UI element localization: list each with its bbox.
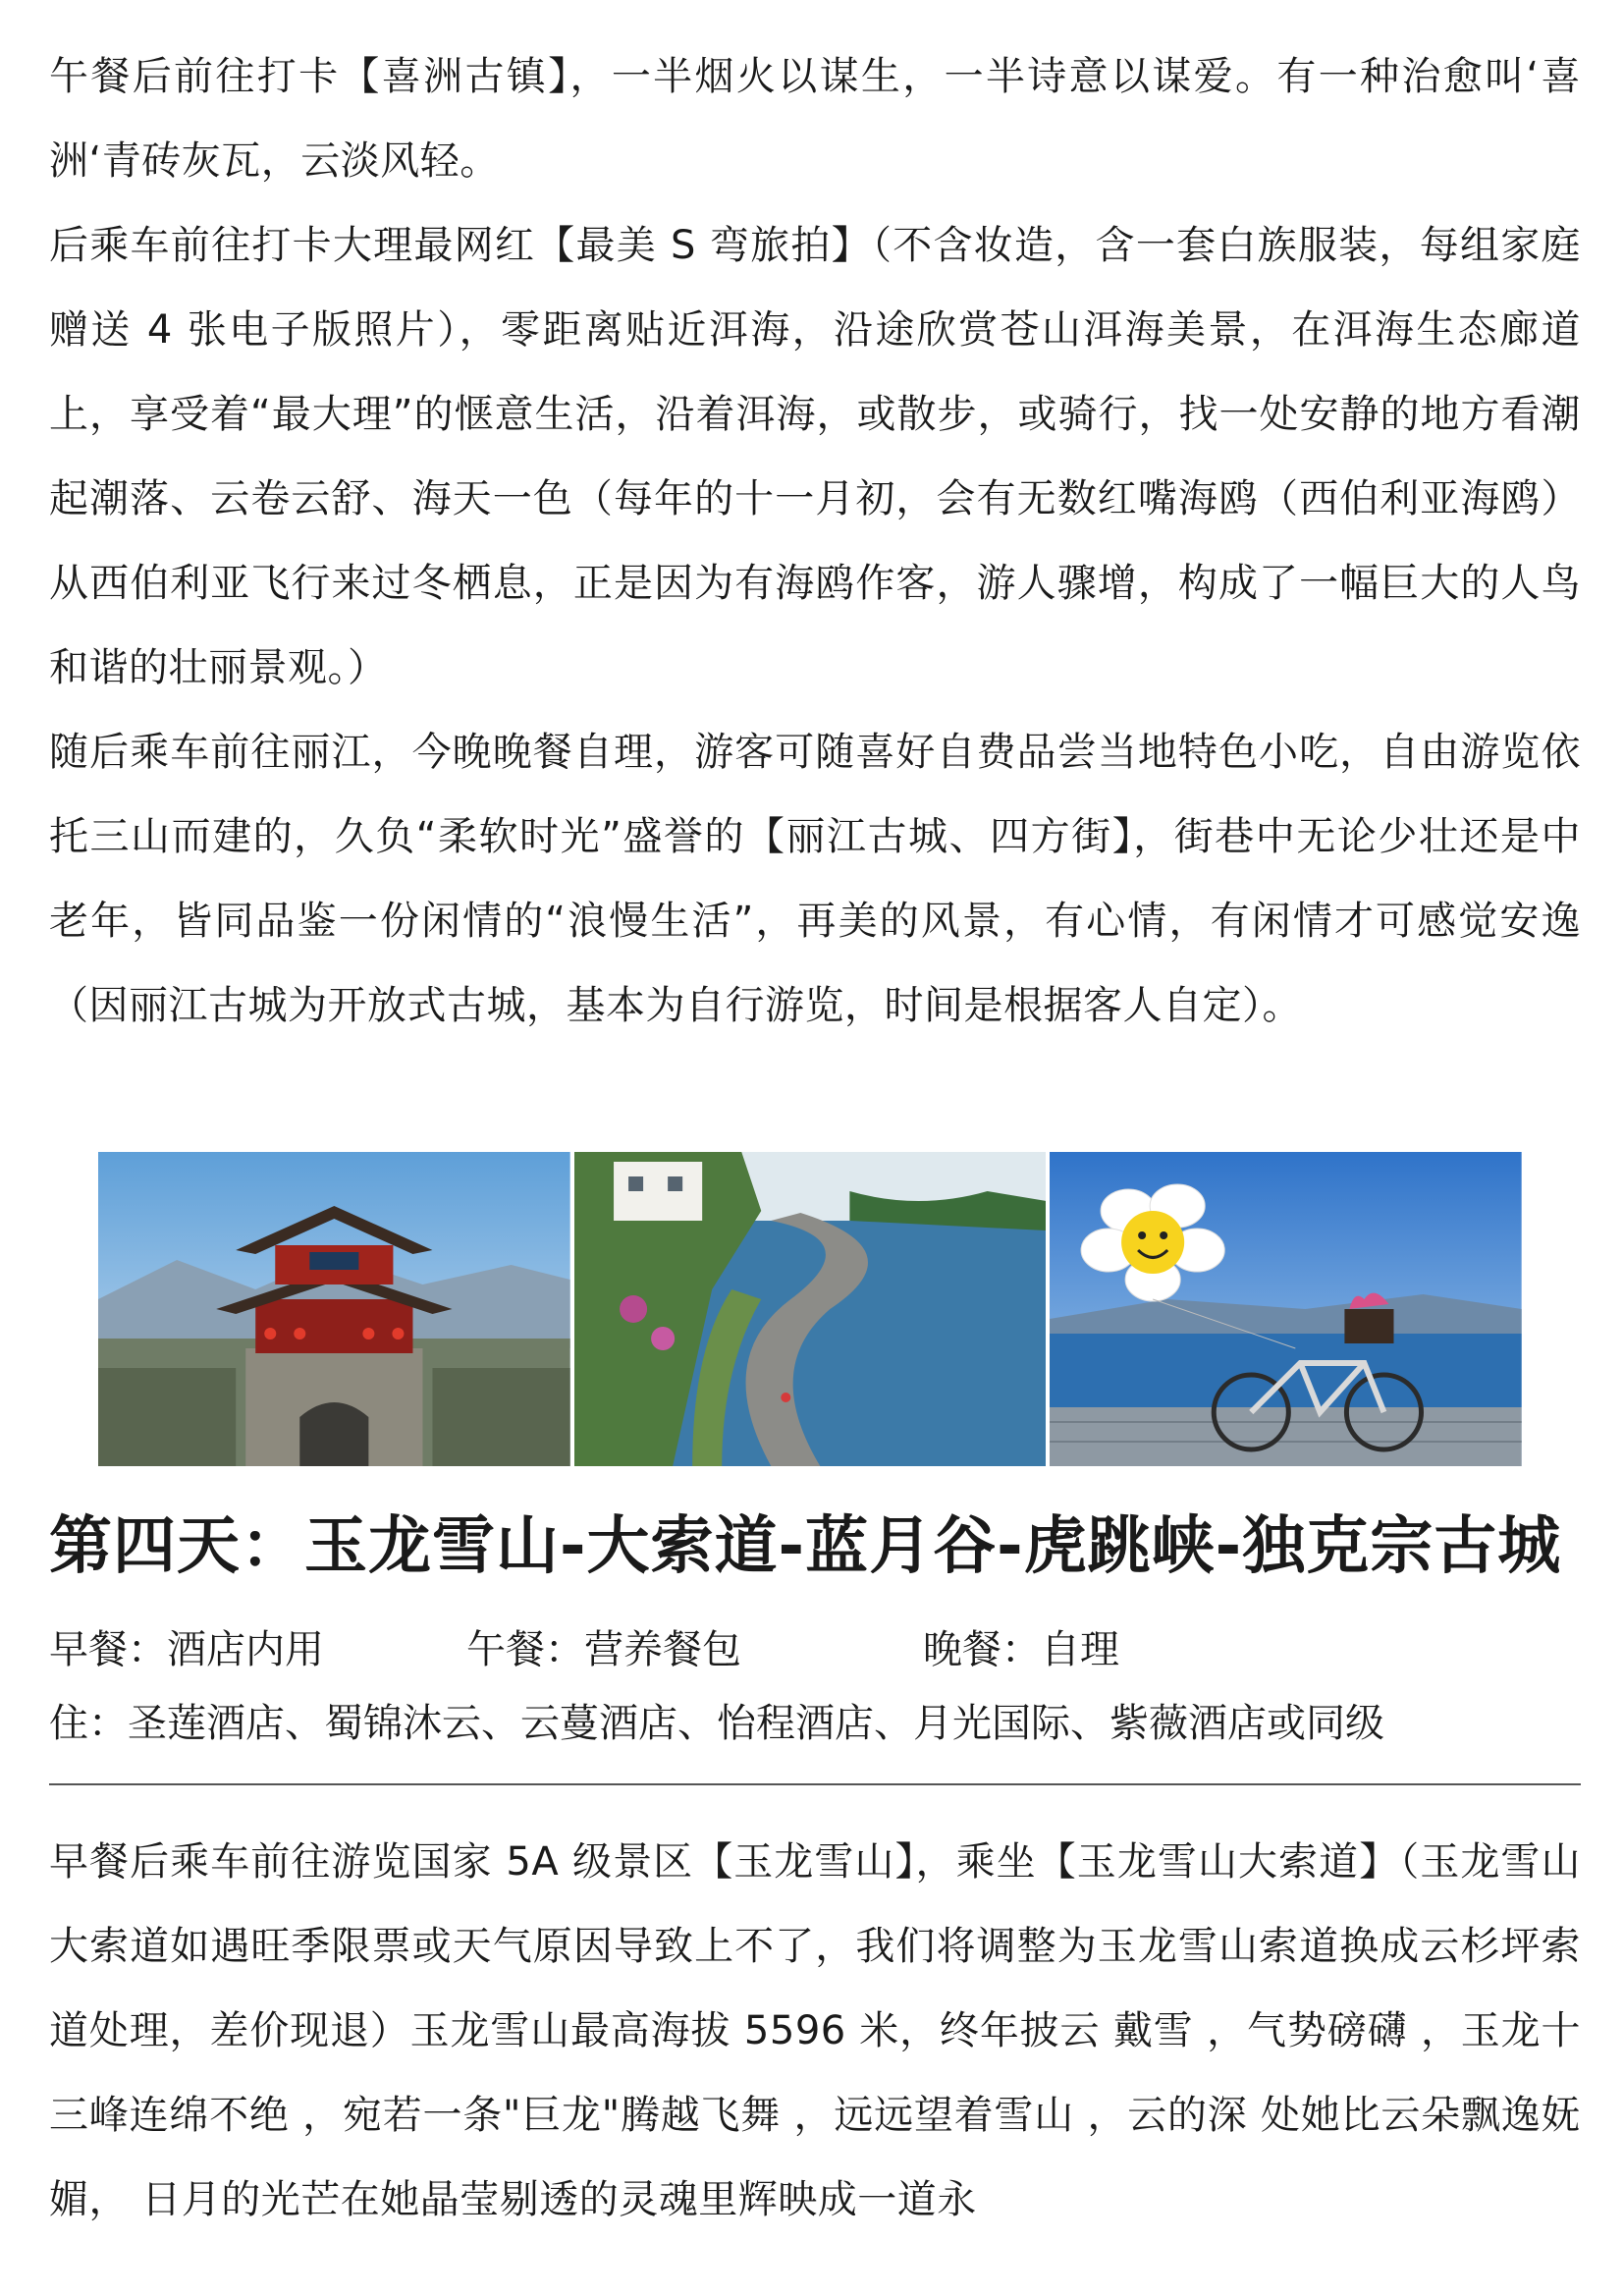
section-divider [49, 1783, 1581, 1785]
day-four-title: 第四天：玉龙雪山-大索道-蓝月谷-虎跳峡-独克宗古城 [49, 1510, 1562, 1583]
photo-lakeside-road [574, 1152, 1047, 1466]
dinner-info: 晚餐：自理 [923, 1627, 1119, 1672]
paragraph-jade-dragon-snow-mountain: 早餐后乘车前往游览国家 5A 级景区【玉龙雪山】，乘坐【玉龙雪山大索道】（玉龙雪山大索道如遇旺季限票或天气原因导致上不了，我们将调整为玉龙雪山索道换成云杉坪索道处理，差价现退）玉龙雪山最高海拔 5596 米，终年披云 戴雪 ，气势磅礴 ，玉龙十三峰连绵不绝 ，宛若一条"巨龙"腾越飞舞 ，远远望着雪山 ，云的深 处她比云朵飘逸妩媚， 日月的光芒在她晶莹剔透的灵魂里辉映成一道永 [49, 1839, 1581, 2222]
meals-row [49, 1615, 1581, 1684]
paragraph-lijiang: 随后乘车前往丽江，今晚晚餐自理，游客可随喜好自费品尝当地特色小吃，自由游览依托三山而建的，久负“柔软时光”盛誉的【丽江古城、四方街】，街巷中无论少壮还是中老年，皆同品鉴一份闲情的“浪慢生活”，再美的风景，有心情，有闲情才可感觉安逸（因丽江古城为开放式古城，基本为自行游览，时间是根据客人自定）。 [49, 730, 1581, 1028]
photo-ancient-gate-tower [98, 1152, 570, 1466]
photo-bicycle-by-lake [1050, 1152, 1522, 1466]
photo-strip [98, 1152, 1522, 1466]
breakfast-info: 早餐：酒店内用 [49, 1627, 324, 1672]
paragraph-s-bend-photo: 后乘车前往打卡大理最网红【最美 S 弯旅拍】（不含妆造，含一套白族服装，每组家庭赠送 4 张电子版照片），零距离贴近洱海，沿途欣赏苍山洱海美景，在洱海生态廊道上，享受着“最大理”的惬意生活，沿着洱海，或散步，或骑行，找一处安静的地方看潮起潮落、云卷云舒、海天一色（每年的十一月初，会有无数红嘴海鸥（西伯利亚海鸥）从西伯利亚飞行来过冬栖息，正是因为有海鸥作客，游人骤增，构成了一幅巨大的人鸟和谐的壮丽景观。） [49, 223, 1581, 690]
paragraph-xizhou: 午餐后前往打卡【喜洲古镇】，一半烟火以谋生，一半诗意以谋爱。有一种治愈叫‘喜洲‘青砖灰瓦，云淡风轻。 [49, 54, 1581, 184]
accommodation-info: 住：圣莲酒店、蜀锦沐云、云蔓酒店、怡程酒店、月光国际、紫薇酒店或同级 [49, 1701, 1384, 1746]
lunch-info: 午餐：营养餐包 [466, 1627, 741, 1672]
